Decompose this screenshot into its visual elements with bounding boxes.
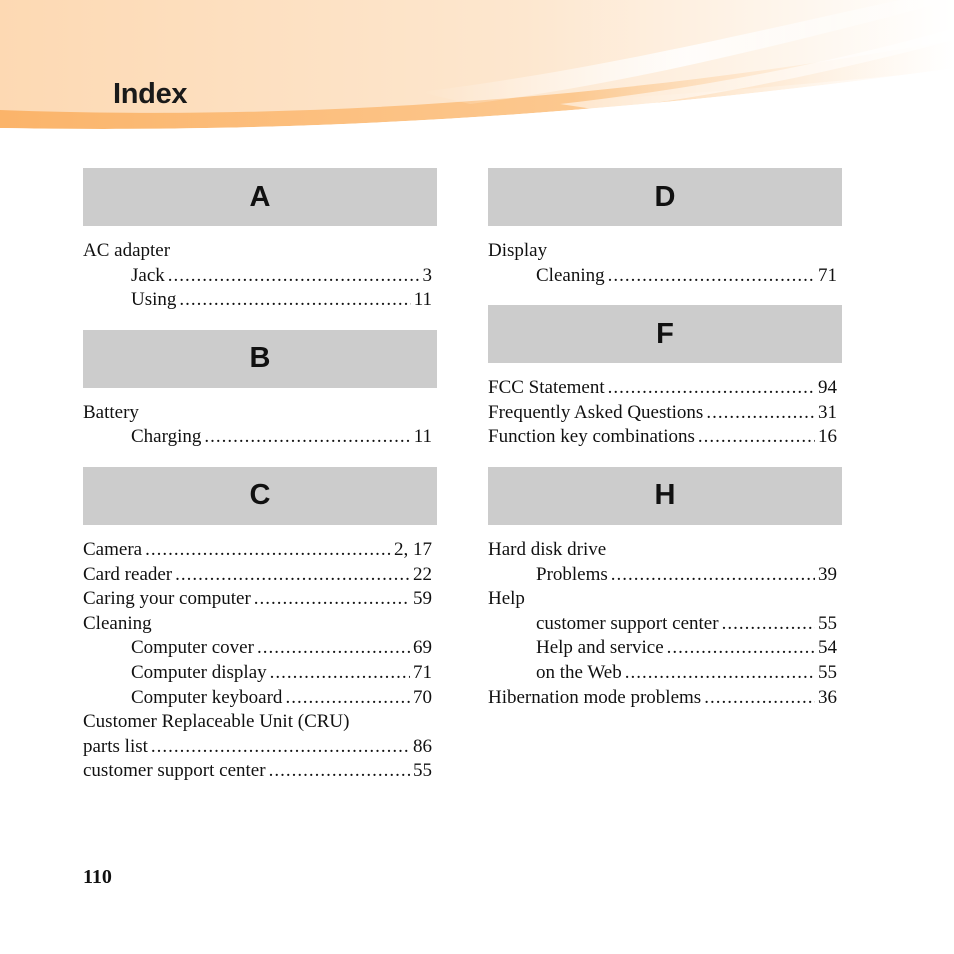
entry-page-number: 39 [818,563,837,585]
section-letter-c: C [83,467,437,525]
section-letter-f: F [488,305,842,363]
index-entry [83,612,437,637]
entry-page-number: 55 [413,760,432,782]
entry-page-number: 11 [413,426,432,448]
entry-label: Card reader [83,563,173,585]
index-entry-list [83,525,437,801]
dot-leader [175,563,410,588]
index-subentry [83,264,437,289]
entry-page-number: 22 [413,563,432,585]
entry-label: Charging [131,426,202,448]
dot-leader [704,686,815,711]
index-entry [83,587,437,612]
index-entry [488,239,842,264]
index-entry-list [488,525,842,727]
entry-page-number: 16 [818,426,837,448]
page-number: 110 [83,866,112,888]
entry-label: Help [488,588,525,610]
entry-page-number: 71 [818,264,837,286]
entry-label: Camera [83,538,143,560]
index-subentry [83,636,437,661]
index-column-left [83,168,437,801]
index-entry [83,759,437,784]
index-subentry [83,288,437,313]
entry-label: Function key combinations [488,426,695,448]
index-subentry [83,686,437,711]
index-entry-list [83,226,437,330]
dot-leader [168,264,420,289]
section-letter-b: B [83,330,437,388]
index-entry-list [488,226,842,305]
page-title: Index [113,78,188,110]
dot-leader [254,587,410,612]
entry-label: customer support center [83,760,266,782]
header-swoosh-graphic [0,0,954,140]
entry-label: Hard disk drive [488,538,607,560]
index-subentry [488,563,842,588]
entry-page-number: 36 [818,686,837,708]
section-letter-h: H [488,467,842,525]
dot-leader [625,661,815,686]
dot-leader [285,686,410,711]
entry-label: Cleaning [83,612,152,634]
dot-leader [269,759,410,784]
entry-page-number: 3 [422,264,432,286]
entry-page-number: 69 [413,637,432,659]
entry-label: customer support center [536,612,719,634]
entry-label: Hibernation mode problems [488,686,702,708]
index-entry [488,376,842,401]
entry-label: Cleaning [536,264,605,286]
index-entry [488,587,842,612]
entry-label: Display [488,240,548,261]
index-entry-list [488,363,842,467]
entry-label: Caring your computer [83,588,251,610]
entry-page-number: 31 [818,401,837,423]
entry-page-number: 59 [413,588,432,610]
dot-leader [608,264,815,289]
entry-label: Using [131,289,177,311]
entry-label: Computer keyboard [131,686,283,708]
index-entry [83,538,437,563]
dot-leader [611,563,815,588]
index-column-right [488,168,842,727]
index-entry [83,710,437,735]
index-entry [83,735,437,760]
index-entry-list [83,388,437,467]
entry-page-number: 94 [818,377,837,399]
entry-page-number: 55 [818,612,837,634]
index-subentry [83,425,437,450]
section-letter-a: A [83,168,437,226]
index-subentry [488,264,842,289]
dot-leader [204,425,410,450]
index-subentry [488,661,842,686]
entry-label: AC adapter [83,240,171,261]
section-letter-d: D [488,168,842,226]
entry-label: Computer display [131,661,267,683]
entry-page-number: 71 [413,661,432,683]
index-entry [83,401,437,426]
index-subentry [488,612,842,637]
dot-leader [145,538,391,563]
dot-leader [608,376,815,401]
index-subentry [488,636,842,661]
entry-page-number: 70 [413,686,432,708]
entry-page-number: 54 [818,637,837,659]
index-entry [83,239,437,264]
dot-leader [151,735,410,760]
entry-page-number: 2, 17 [394,538,432,560]
dot-leader [179,288,410,313]
entry-label: Jack [131,264,165,286]
dot-leader [270,661,410,686]
entry-label: Computer cover [131,637,254,659]
dot-leader [698,425,815,450]
index-entry [488,686,842,711]
entry-page-number: 86 [413,735,432,757]
entry-label: on the Web [536,661,622,683]
index-entry [488,538,842,563]
entry-label: Problems [536,563,608,585]
index-entry [83,563,437,588]
entry-label: Help and service [536,637,664,659]
entry-label: Customer Replaceable Unit (CRU) [83,711,350,733]
dot-leader [257,636,410,661]
index-entry [488,425,842,450]
entry-page-number: 11 [413,289,432,311]
entry-page-number: 55 [818,661,837,683]
index-subentry [83,661,437,686]
index-entry [488,401,842,426]
entry-label: Frequently Asked Questions [488,401,704,423]
entry-label: Battery [83,401,139,423]
entry-label: FCC Statement [488,377,605,399]
entry-label: parts list [83,735,148,757]
dot-leader [667,636,815,661]
dot-leader [706,401,815,426]
dot-leader [722,612,815,637]
